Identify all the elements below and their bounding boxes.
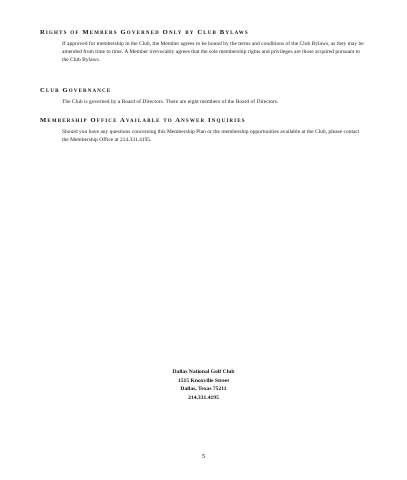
club-name: Dallas National Golf Club: [172, 369, 235, 375]
section-heading: Membership Office Available to Answer Inquiries: [40, 117, 246, 124]
club-street: 1515 Knoxville Street: [177, 377, 230, 384]
section-paragraph: Should you have any questions concerning this Membership Plan or the membership opportunities available at the Club, please contact the Membership Office at 214.331.4195.: [62, 129, 360, 144]
club-city: Dallas, Texas 75211: [180, 386, 227, 393]
section-member-rights: [40, 29, 370, 65]
club-address-block: [0, 368, 407, 402]
section-club-governance: [40, 87, 370, 106]
section-heading: Rights of Members Governed Only by Club Bylaws: [40, 29, 249, 36]
page-number: 5: [201, 453, 206, 460]
section-paragraph: The Club is governed by a Board of Directors. There are eight members of the Board of Directors.: [62, 99, 279, 105]
section-heading: Club Governance: [40, 87, 112, 94]
club-phone: 214.331.4195: [188, 394, 219, 401]
section-membership-office: [40, 117, 370, 144]
section-paragraph: If approved for membership in the Club, the Member agrees to be bound by the terms and conditions of the Club Bylaws, as they may be amended from time to time. A Member irrevocably agrees that the sole membership rights and privileges are those acquired pursuant to the Club Bylaws.: [62, 41, 364, 64]
